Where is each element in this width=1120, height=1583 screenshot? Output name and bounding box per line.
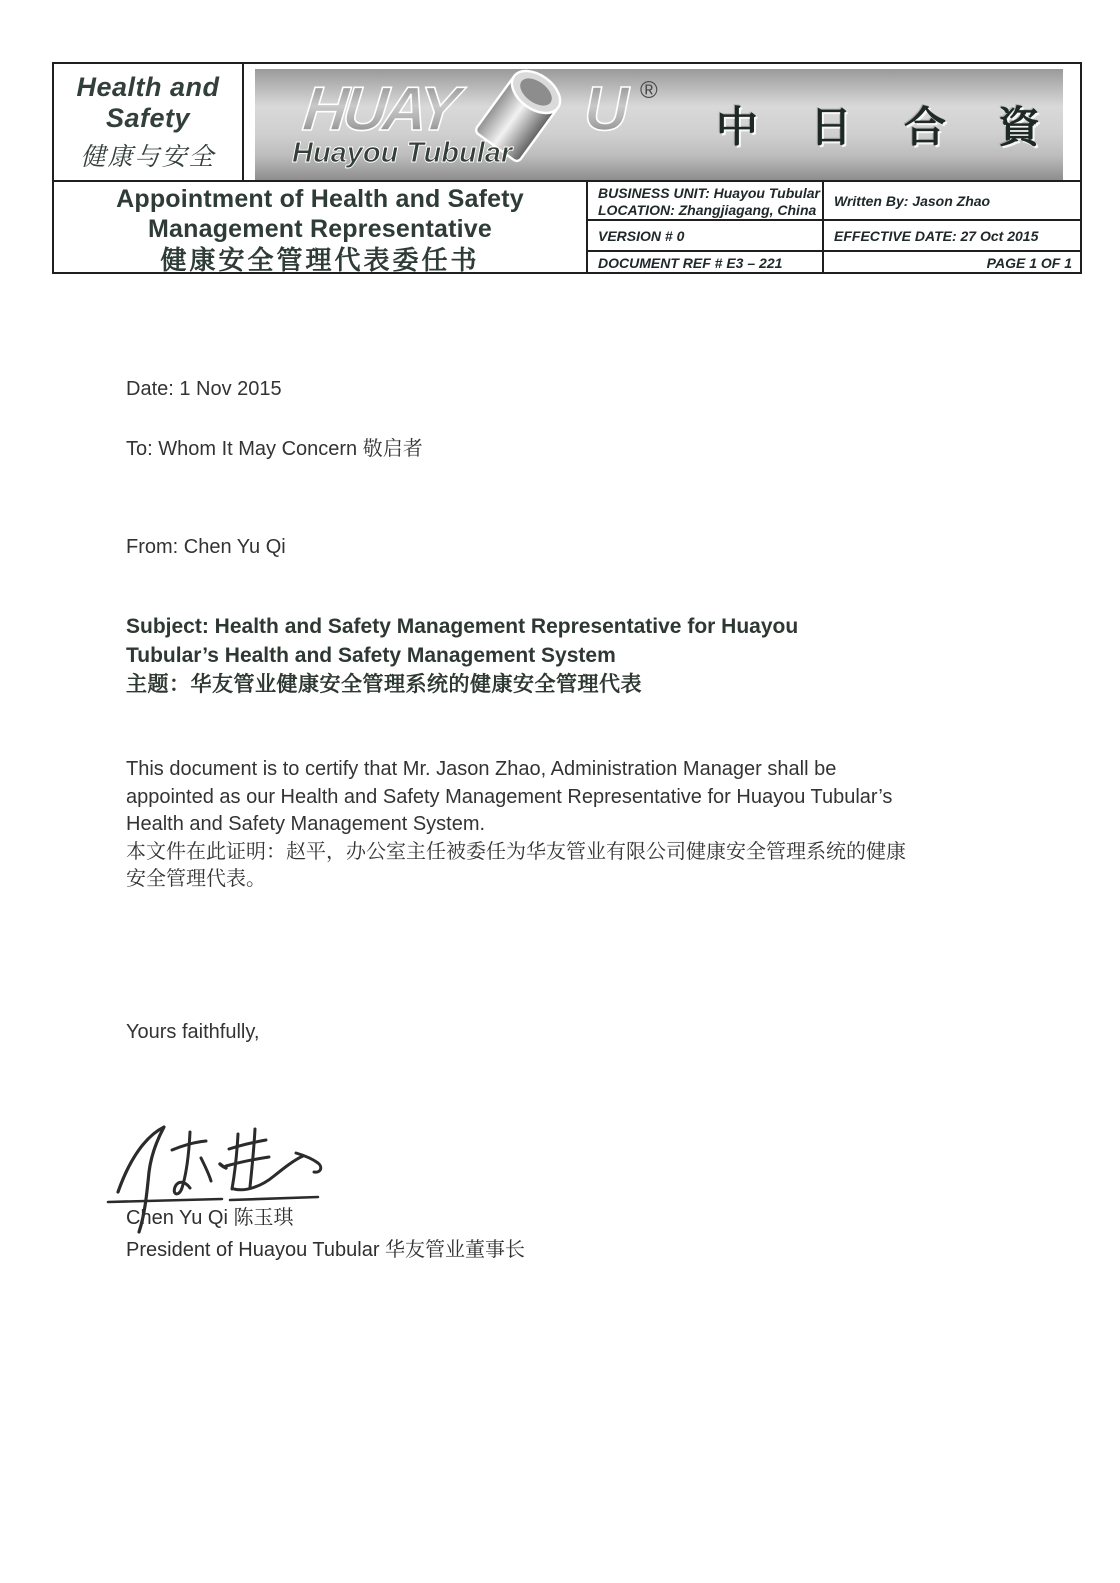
logo-band-wrap	[244, 64, 1092, 180]
body-line-4-zh: 本文件在此证明：赵平，办公室主任被委任为华友管业有限公司健康安全管理系统的健康	[126, 840, 906, 863]
meta-business-unit: BUSINESS UNIT: Huayou Tubular	[598, 184, 820, 201]
body-line-3: Health and Safety Management System.	[126, 813, 486, 835]
body-line-1: This document is to certify that Mr. Jason Zhao, Administration Manager shall be	[126, 758, 837, 780]
meta-page: PAGE 1 OF 1	[986, 254, 1072, 271]
category-cell	[54, 64, 244, 180]
category-label-en-line1: Health and	[76, 71, 220, 102]
letter-body-paragraph	[126, 756, 906, 894]
letterhead-table	[52, 62, 1092, 275]
letter-subject	[126, 612, 798, 699]
meta-document-ref-cell	[588, 252, 824, 272]
meta-page-cell	[824, 252, 1080, 272]
subject-line-2: Tubular’s Health and Safety Management System	[126, 644, 616, 667]
logo-tagline: Huayou Tubular	[292, 137, 513, 169]
meta-written-by-cell	[824, 182, 1080, 221]
category-label-zh: 健康与安全	[80, 142, 216, 171]
document-title-en-line1: Appointment of Health and Safety	[116, 185, 524, 213]
joint-venture-banner: 中日合資	[715, 103, 1092, 151]
meta-version-cell	[588, 221, 824, 252]
document-title-en-line2: Management Representative	[147, 215, 492, 243]
logo-word-start: HUAY	[299, 75, 459, 144]
letter-from: From: Chen Yu Qi	[126, 536, 286, 558]
body-line-5-zh: 安全管理代表。	[126, 868, 266, 890]
meta-location: LOCATION: Zhangjiagang, China	[598, 201, 817, 218]
subject-line-3-zh: 主题：华友管业健康安全管理系统的健康安全管理代表	[126, 673, 642, 696]
document-meta-table	[588, 182, 1080, 272]
category-label-en-line2: Safety	[105, 102, 191, 133]
subject-line-1: Subject: Health and Safety Management Representative for Huayou	[126, 615, 799, 638]
document-title-zh: 健康安全管理代表委任书	[160, 245, 480, 275]
letter-to: To: Whom It May Concern 敬启者	[126, 438, 423, 460]
meta-effective-date: EFFECTIVE DATE: 27 Oct 2015	[834, 228, 1039, 244]
signature-name: Chen Yu Qi 陈玉琪	[126, 1207, 294, 1229]
registered-trademark-icon: ®	[640, 77, 658, 104]
logo-word-end: U	[584, 75, 629, 144]
letterhead-bottom-row	[54, 182, 1080, 275]
meta-document-ref: DOCUMENT REF # E3 – 221	[598, 254, 783, 271]
body-line-2: appointed as our Health and Safety Management Representative for Huayou Tubular’s	[126, 785, 893, 808]
meta-effective-date-cell	[824, 221, 1080, 252]
huayou-logo	[284, 66, 684, 178]
signature-title: President of Huayou Tubular 华友管业董事长	[126, 1239, 526, 1261]
letter-date: Date: 1 Nov 2015	[126, 378, 282, 400]
meta-version: VERSION # 0	[598, 228, 685, 244]
letterhead-top-row	[54, 64, 1092, 182]
meta-business-unit-cell	[588, 182, 824, 221]
meta-written-by: Written By: Jason Zhao	[834, 193, 991, 209]
document-title-cell	[54, 182, 588, 275]
letter-closing: Yours faithfully,	[126, 1021, 260, 1043]
